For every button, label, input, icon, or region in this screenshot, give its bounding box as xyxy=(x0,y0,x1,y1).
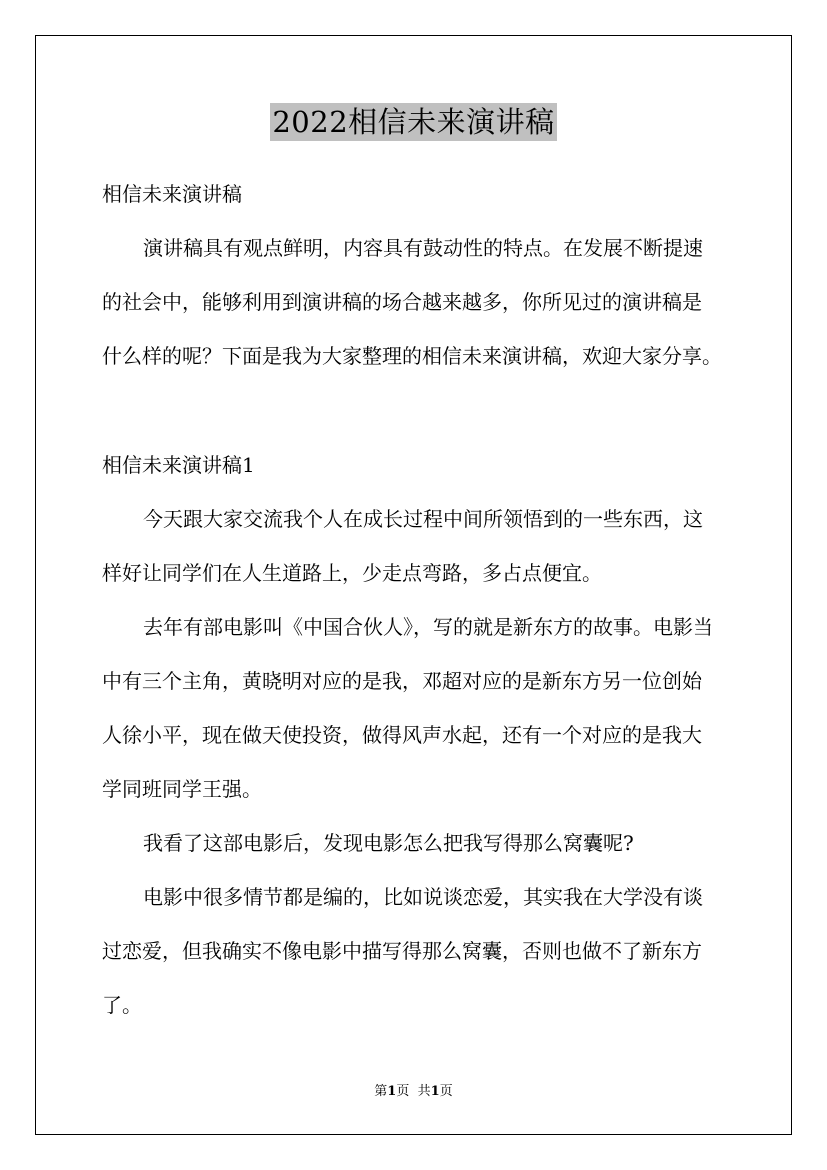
paragraph2-line-2: 中有三个主角，黄晓明对应的是我，邓超对应的是新东方另一位创始 xyxy=(102,669,702,693)
footer-total-suffix: 页 xyxy=(439,1084,453,1099)
footer-page-prefix: 第 xyxy=(374,1084,388,1099)
document-subtitle: 相信未来演讲稿 xyxy=(102,182,242,206)
paragraph1-line-2: 样好让同学们在人生道路上，少走点弯路，多占点便宜。 xyxy=(102,561,602,585)
intro-line-2: 的社会中，能够利用到演讲稿的场合越来越多，你所见过的演讲稿是 xyxy=(102,290,702,314)
page-footer xyxy=(0,1083,827,1101)
paragraph4-line-1: 电影中很多情节都是编的，比如说谈恋爱，其实我在大学没有谈 xyxy=(143,885,703,909)
footer-total-number: 1 xyxy=(430,1084,440,1099)
section-heading: 相信未来演讲稿1 xyxy=(102,453,255,477)
footer-page-suffix: 页 xyxy=(396,1084,410,1099)
document-title: 2022相信未来演讲稿 xyxy=(272,105,555,139)
paragraph4-line-2: 过恋爱，但我确实不像电影中描写得那么窝囊，否则也做不了新东方 xyxy=(102,939,702,963)
paragraph3-line-1: 我看了这部电影后，发现电影怎么把我写得那么窝囊呢? xyxy=(143,831,634,855)
paragraph4-line-3: 了。 xyxy=(102,993,142,1017)
intro-line-1: 演讲稿具有观点鲜明，内容具有鼓动性的特点。在发展不断提速 xyxy=(143,236,703,260)
paragraph1-line-1: 今天跟大家交流我个人在成长过程中间所领悟到的一些东西，这 xyxy=(143,507,703,531)
footer-page-number: 1 xyxy=(387,1084,397,1099)
paragraph2-line-1: 去年有部电影叫《中国合伙人》，写的就是新东方的故事。电影当 xyxy=(143,615,713,639)
footer-total-prefix: 共 xyxy=(417,1084,431,1099)
intro-line-3: 什么样的呢？下面是我为大家整理的相信未来演讲稿，欢迎大家分享。 xyxy=(102,344,722,368)
title-container xyxy=(0,103,827,141)
paragraph2-line-3: 人徐小平，现在做天使投资，做得风声水起，还有一个对应的是我大 xyxy=(102,723,702,747)
paragraph2-line-4: 学同班同学王强。 xyxy=(102,777,262,801)
